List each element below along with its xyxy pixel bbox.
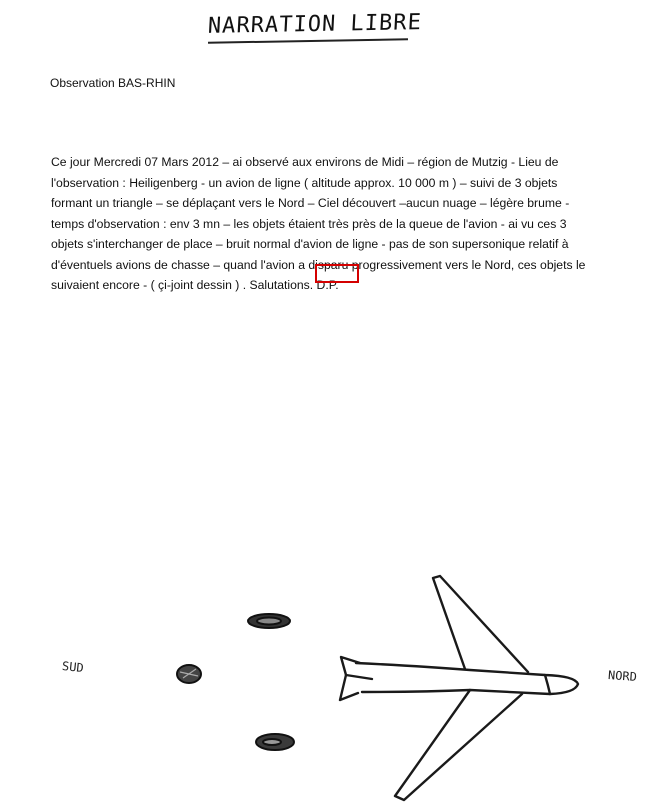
observation-location-label: Observation BAS-RHIN — [50, 76, 176, 90]
ufo-object-top — [248, 614, 290, 628]
narrative-line-end: suivaient encore - ( çi-joint dessin ) . Salutations. — [51, 278, 317, 292]
narrative-line: l'observation : Heiligenberg - un avion de ligne ( altitude approx. 10 000 m ) – suivi de 3 objets — [51, 175, 558, 190]
ufo-object-middle — [177, 665, 201, 683]
narrative-line: formant un triangle – se déplaçant vers le Nord – Ciel découvert –aucun nuage – légère brume - — [51, 196, 570, 210]
narrative-line: d'éventuels avions de chasse – quand l'avion a disparu progressivement vers le Nord, ces objets le — [51, 257, 586, 272]
signature-initials: D.P. — [316, 278, 339, 292]
narrative-line: objets s'interchanger de place – bruit normal d'avion de ligne - pas de son supersonique relatif à — [51, 237, 569, 251]
document-title: NARRATION LIBRE — [207, 10, 423, 39]
narrative-line: Ce jour Mercredi 07 Mars 2012 – ai observé aux environs de Midi – région de Mutzig - Lieu de — [51, 155, 559, 169]
ufo-object-bottom — [256, 734, 294, 750]
airplane-sketch — [340, 576, 578, 800]
label-south: SUD — [61, 658, 85, 676]
narrative-line: temps d'observation : env 3 mn – les objets étaient très près de la queue de l'avion - ai vu ces 3 — [51, 216, 567, 231]
label-north: NORD — [607, 668, 638, 684]
